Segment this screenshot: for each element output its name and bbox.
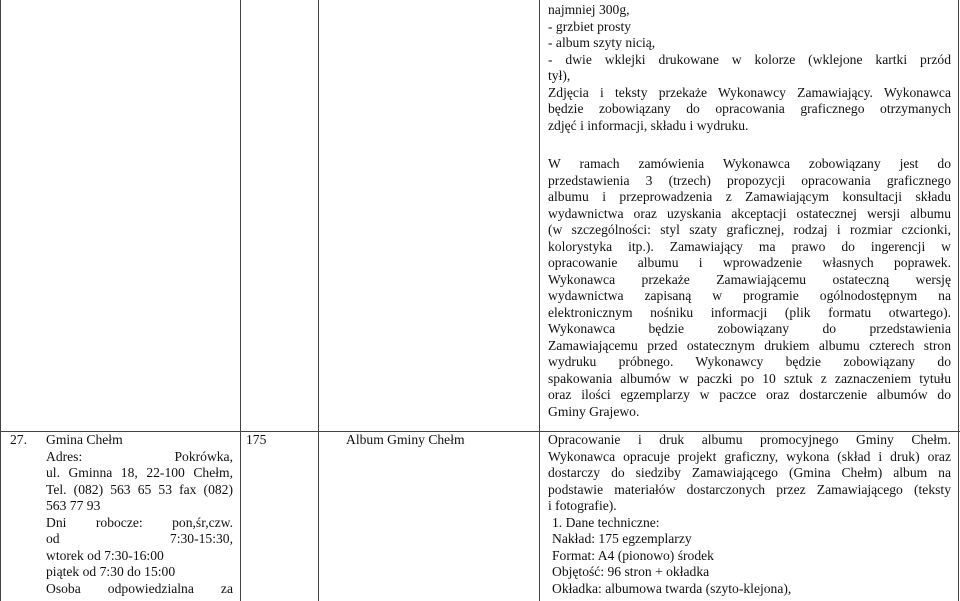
text-line: Gminy Grajewo.: [548, 403, 640, 419]
text-line: tył),: [548, 68, 571, 83]
text-line: przedstawienia 3 (trzech) propozycji opracowania graficznego: [548, 172, 951, 188]
entity-line: piątek od 7:30 do 15:00: [46, 564, 176, 579]
text-line: elektronicznym nośniku informacji (plik formatu otwartego).: [548, 304, 951, 320]
table-right-border: [958, 0, 959, 601]
text-line: Nakład: 175 egzemplarzy: [552, 531, 692, 546]
column-divider-quantity: [318, 0, 319, 601]
text-line: - dwie wklejki drukowane w kolorze (wklejone kartki przód: [548, 51, 951, 67]
entity-line: ul. Gminna 18, 22-100 Chełm,: [46, 465, 233, 480]
description-cell-row27: [548, 432, 951, 597]
text-line: wydawnictwa oraz uzyskania akceptacji ostatecznej wersji albumu: [548, 205, 951, 221]
text-line: Okładka: albumowa twarda (szyto-klejona),: [552, 580, 792, 596]
text-line: W ramach zamówienia Wykonawca zobowiązany jest do: [548, 156, 951, 171]
description-cell-middle: [548, 156, 951, 420]
text-line: Wykonawca będzie zobowiązany do przedstawienia: [548, 321, 951, 336]
entity-line: wtorek od 7:30-16:00: [46, 547, 164, 563]
entity-cell: [46, 432, 233, 597]
text-line: Format: A4 (pionowo) środek: [552, 547, 714, 563]
text-line: Wykonawca przekaże Zamawiającemu ostateczną wersję: [548, 271, 951, 287]
column-divider-entity: [240, 0, 241, 601]
row-number-text: 27.: [10, 432, 27, 447]
text-line: (w szczególności: styl szaty graficznej, rodzaj i rozmiar czcionki,: [548, 222, 951, 237]
text-line: - album szyty nicią,: [548, 35, 656, 50]
column-divider-title: [539, 0, 540, 601]
quantity-value: 175: [246, 432, 267, 447]
text-line: Objętość: 96 stron + okładka: [552, 564, 710, 579]
row-number: [10, 432, 40, 449]
entity-line: od 7:30-15:30,: [46, 531, 233, 546]
title-cell: [346, 432, 531, 449]
text-line: najmniej 300g,: [548, 2, 630, 17]
entity-name: Gmina Chełm: [46, 432, 123, 447]
text-line: będzie zobowiązany do opracowania graficznego otrzymanych: [548, 101, 951, 116]
text-line: wydruku próbnego. Wykonawcy będzie zobowiązany do: [548, 354, 951, 369]
text-line: i fotografie).: [548, 498, 617, 513]
text-line: Opracowanie i druk albumu promocyjnego Gminy Chełm.: [548, 432, 951, 447]
text-line: oraz ilości egzemplarzy w paczce oraz dostarczenie albumów do: [548, 387, 951, 402]
text-line: 1. Dane techniczne:: [552, 514, 660, 530]
entity-line: Dni robocze: pon,śr,czw.: [46, 514, 233, 530]
text-line: Wykonawca opracuje projekt graficzny, wykona (skład i druk) oraz: [548, 448, 951, 464]
text-line: Zamawiającemu przed ostatecznym drukiem albumu czterech stron: [548, 337, 951, 353]
entity-line: Osoba odpowiedzialna za: [46, 580, 233, 596]
text-line: wydawnictwa zapisaną w programie ogólnodostępnym na: [548, 288, 951, 303]
item-title: Album Gminy Chełm: [346, 432, 465, 447]
text-line: kolorystyka itp.). Zamawiający ma prawo do ingerencji w: [548, 238, 951, 254]
text-line: Zdjęcia i teksty przekaże Wykonawcy Zamawiający. Wykonawca: [548, 84, 951, 100]
text-line: opracowanie albumu i wprowadzenie własnych poprawek.: [548, 255, 951, 270]
text-line: - grzbiet prosty: [548, 18, 632, 34]
entity-line: 563 77 93: [46, 498, 101, 513]
quantity-cell: [246, 432, 306, 449]
text-line: spakowania albumów w paczki po 10 sztuk z zaznaczeniem tytułu: [548, 370, 951, 386]
entity-line: Tel. (082) 563 65 53 fax (082): [46, 481, 233, 497]
text-line: dostarczy do siedziby Zamawiającego (Gmina Chełm) album na: [548, 465, 951, 480]
text-line: zdjęć i informacji, składu i wydruku.: [548, 117, 749, 133]
text-line: albumu i przeprowadzenia z Zamawiającym konsultacji składu: [548, 189, 951, 204]
description-cell-top: [548, 2, 951, 134]
text-line: podstawie materiałów dostarczonych przez Zamawiającego (teksty: [548, 481, 951, 497]
table-left-border: [0, 0, 1, 601]
entity-line: Adres: Pokrówka,: [46, 448, 233, 464]
